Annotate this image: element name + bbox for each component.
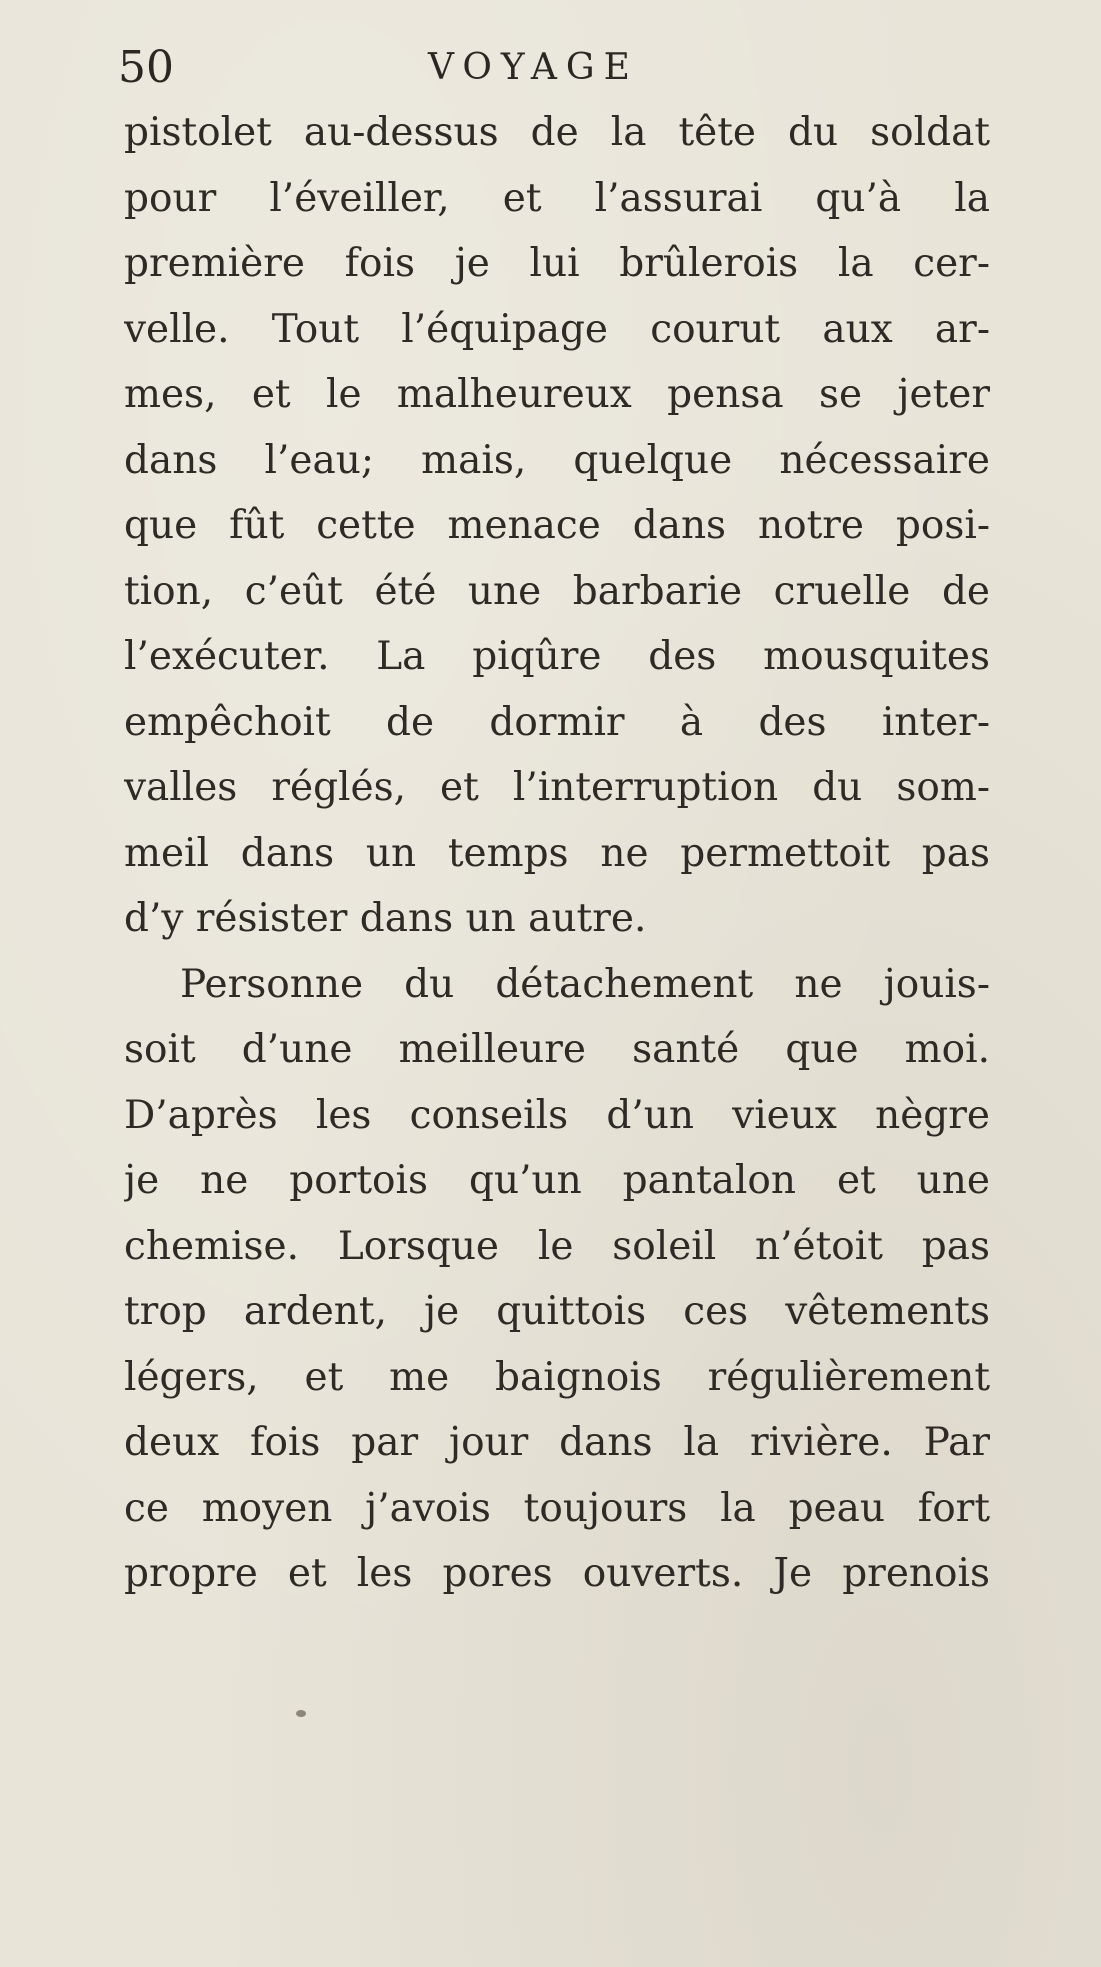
paragraph-2 <box>124 952 990 1607</box>
text-line: velle. Tout l’équipage courut aux ar- <box>124 306 990 352</box>
text-line: ce moyen j’avois toujours la peau fort <box>124 1485 990 1531</box>
text-line: mes, et le malheureux pensa se jeter <box>124 372 990 417</box>
running-head <box>118 38 998 98</box>
text-line: pistolet au-dessus de la tête du soldat <box>124 110 990 155</box>
text-line: d’y résister dans un autre. <box>124 896 647 941</box>
body-text <box>124 100 990 1607</box>
text-line: légers, et me baignois régulièrement <box>124 1354 990 1400</box>
text-line: meil dans un temps ne permettoit pas <box>124 830 990 876</box>
text-line: pour l’éveiller, et l’assurai qu’à la <box>124 175 990 221</box>
running-title: VOYAGE <box>428 47 639 88</box>
text-line: valles réglés, et l’interruption du som- <box>124 765 990 810</box>
page-number: 50 <box>118 42 174 93</box>
text-line: D’après les conseils d’un vieux nègre <box>124 1092 990 1138</box>
text-line: Personne du détachement ne jouis- <box>180 961 990 1007</box>
text-line: première fois je lui brûlerois la cer- <box>124 241 990 286</box>
text-line: trop ardent, je quittois ces vêtements <box>124 1289 990 1334</box>
text-line: deux fois par jour dans la rivière. Par <box>124 1420 990 1465</box>
text-line: que fût cette menace dans notre posi- <box>124 503 990 548</box>
text-line: chemise. Lorsque le soleil n’étoit pas <box>124 1223 990 1269</box>
text-line: tion, c’eût été une barbarie cruelle de <box>124 568 990 614</box>
text-line: empêchoit de dormir à des inter- <box>124 699 990 745</box>
text-line: propre et les pores ouverts. Je prenois <box>124 1551 990 1596</box>
paragraph-1 <box>124 100 990 952</box>
text-line: je ne portois qu’un pantalon et une <box>124 1158 990 1203</box>
text-line: l’exécuter. La piqûre des mousquites <box>124 634 990 679</box>
text-line: soit d’une meilleure santé que moi. <box>124 1027 990 1072</box>
text-line: dans l’eau; mais, quelque nécessaire <box>124 437 990 483</box>
paper-speck <box>296 1710 306 1717</box>
